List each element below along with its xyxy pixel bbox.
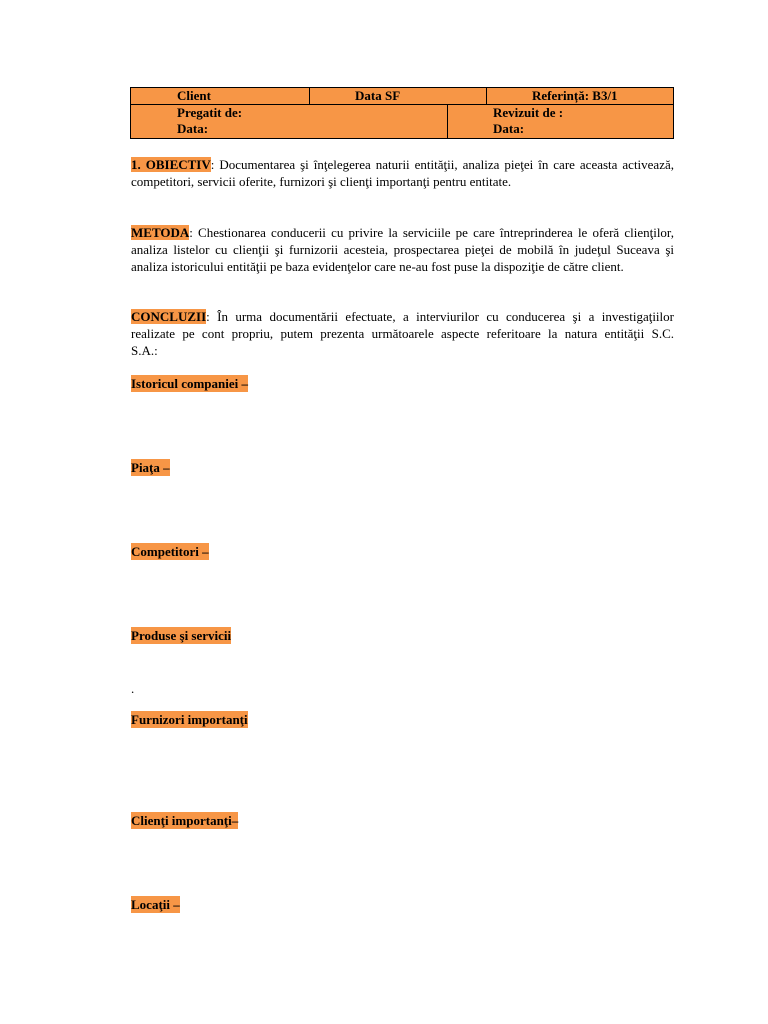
client-label: Client bbox=[177, 88, 211, 103]
obiectiv-paragraph bbox=[131, 156, 674, 190]
header-table-second-row bbox=[130, 104, 674, 139]
concluzii-label: CONCLUZII bbox=[131, 309, 207, 324]
referinta-label: Referință: B3/1 bbox=[532, 88, 618, 103]
pregatit-label: Pregatit de: bbox=[177, 105, 243, 120]
metoda-paragraph bbox=[131, 224, 674, 275]
concluzii-text: : În urma documentării efectuate, a interviurilor cu conducerea şi a investigaţiilor realizate pe cont propriu, putem prezenta următoarele aspecte referitoare la natura entităţii S.C. S.A.: bbox=[131, 309, 759, 358]
client-cell bbox=[131, 88, 310, 105]
obiectiv-label: 1. OBIECTIV bbox=[131, 157, 211, 172]
header-table bbox=[130, 87, 674, 105]
data-left-label: Data: bbox=[177, 121, 209, 136]
data-sf-cell bbox=[310, 88, 487, 105]
obiectiv-text: : Documentarea şi înţelegerea naturii entităţii, analiza pieţei în care aceasta activează, competitori, servicii oferite, furnizori şi clienţi importanţi pentru entitate. bbox=[131, 157, 674, 189]
competitori-heading: Competitori – bbox=[131, 544, 209, 559]
furnizori-heading: Furnizori importanţi bbox=[131, 712, 248, 727]
revizuit-cell bbox=[448, 105, 674, 139]
locatii-heading: Locaţii – bbox=[131, 897, 180, 912]
pregatit-cell bbox=[131, 105, 448, 139]
produse-heading: Produse şi servicii bbox=[131, 628, 232, 643]
istoric-heading: Istoricul companiei – bbox=[131, 376, 248, 391]
clienti-heading: Clienţi importanţi– bbox=[131, 813, 239, 828]
referinta-cell bbox=[487, 88, 674, 105]
metoda-label: METODA bbox=[131, 225, 190, 240]
data-right-label: Data: bbox=[493, 121, 525, 136]
stray-dot: . bbox=[131, 681, 135, 696]
data-sf-label: Data SF bbox=[355, 88, 401, 103]
piata-heading: Piaţa – bbox=[131, 460, 170, 475]
metoda-text: : Chestionarea conducerii cu privire la serviciile pe care întreprinderea le oferă clienţilor, analiza listelor cu clienţii şi furnizorii acesteia, prospectarea pieţei de mobilă în judeţul Suceava şi analiza istoricului entităţii pe baza evidenţelor care ne-au fost puse la dispoziţie de către client. bbox=[131, 225, 674, 274]
revizuit-label: Revizuit de : bbox=[493, 105, 564, 120]
concluzii-paragraph bbox=[131, 308, 759, 359]
